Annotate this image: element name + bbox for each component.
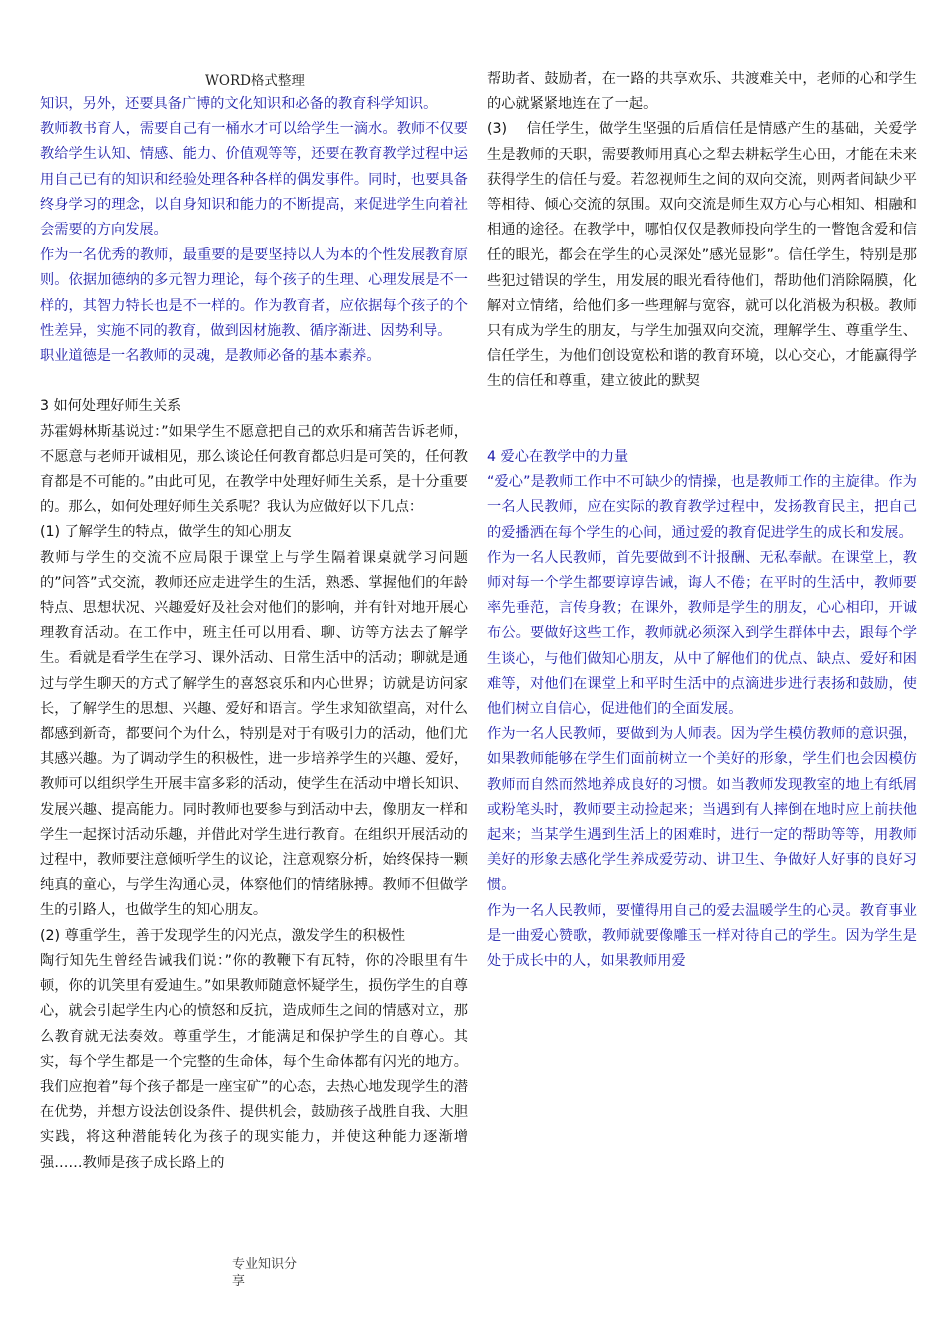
paragraph: 知识，另外，还要具备广博的文化知识和必备的教育科学知识。 [40,96,438,112]
paragraph: 职业道德是一名教师的灵魂，是教师必备的基本素养。 [40,348,381,365]
paragraph: 作为一名优秀的教师，最重要的是要坚持以人为本的个性发展教育原则。依据加德纳的多元智力理论，每个孩子的生理、心理发展是不一样的，其智力特长也是不一样的。作为教育者，应依据每个孩子的个性差异，实施不同的教育，做到因材施教、循序渐进、因势利导。 [40,247,468,339]
blank-line [487,420,917,445]
blank-line [40,369,468,394]
paragraph: 作为一名人民教师，要做到为人师表。因为学生模仿教师的意识强，如果教师能够在学生们面前树立一个美好的形象，学生们也会因模仿教师而自然而然地养成良好的习惯。如当教师发现教室的地上有纸屑或粉笔头时，教师要主动捡起来；当遇到有人摔倒在地时应上前扶他起来；当某学生遇到生活上的困难时，进行一定的帮助等等，用教师美好的形象去感化学生养成爱劳动、讲卫生、争做好人好事的良好习惯。 [487,726,917,894]
paragraph: 教师与学生的交流不应局限于课堂上与学生隔着课桌就学习问题的”问答”式交流，教师还应走进学生的生活，熟悉、掌握他们的年龄特点、思想状况、兴趣爱好及社会对他们的影响，并有针对地开展心理教育活动。在工作中，班主任可以用看、聊、访等方法去了解学生。看就是看学生在学习、课外活动、日常生活中的活动；聊就是通过与学生聊天的方式了解学生的喜怒哀乐和内心世界；访就是访问家长，了解学生的思想、兴趣、爱好和语言。学生求知欲望高，对什么都感到新奇，都要问个为什么，特别是对于有吸引力的活动，他们尤其感兴趣。为了调动学生的积极性，进一步培养学生的兴趣、爱好，教师可以组织学生开展丰富多彩的活动，使学生在活动中增长知识、发展兴趣、提高能力。同时教师也要参与到活动中去，像朋友一样和学生一起探讨活动乐趣，并借此对学生进行教育。在组织开展活动的过程中，教师要注意倾听学生的议论，注意观察分析，始终保持一颗纯真的童心，与学生沟通心灵，体察他们的情绪脉搏。教师不但做学生的引路人，也做学生的知心朋友。 [40,549,468,919]
page-header: WORD格式整理 [205,73,305,89]
blank-line [487,395,917,420]
paragraph: 苏霍姆林斯基说过：”如果学生不愿意把自己的欢乐和痛苦告诉老师，不愿意与老师开诚相见，那么谈论任何教育都总归是可笑的，任何教育都是不可能的。”由此可见，在教学中处理好师生关系，是十分重要的。那么，如何处理好师生关系呢？我认为应做好以下几点： [40,423,468,516]
left-column [40,92,468,1176]
paragraph: 3 如何处理好师生关系 [40,398,182,415]
paragraph: 帮助者、鼓励者，在一路的共享欢乐、共渡难关中，老师的心和学生的心就紧紧地连在了一起。 [487,71,917,113]
paragraph: 4 爱心在教学中的力量 [487,449,629,466]
paragraph: 作为一名人民教师，首先要做到不计报酬、无私奉献。在课堂上，教师对每一个学生都要谆谆告诫，诲人不倦；在平时的生活中，教师要率先垂范，言传身教；在课外，教师是学生的朋友，心心相印，开诚布公。要做好这些工作，教师就必须深入到学生群体中去，跟每个学生谈心，与他们做知心朋友，从中了解他们的优点、缺点、爱好和困难等，对他们在课堂上和平时生活中的点滴进步进行表扬和鼓励，使他们树立自信心，促进他们的全面发展。 [487,549,917,718]
paragraph: (2) 尊重学生，善于发现学生的闪光点，激发学生的积极性 [40,927,406,944]
page-footer: 专业知识分享 [232,1257,298,1289]
paragraph: 教师教书育人，需要自己有一桶水才可以给学生一滴水。教师不仅要教给学生认知、情感、能力、价值观等等，还要在教育教学过程中运用自己已有的知识和经验处理各种各样的偶发事件。同时，也要具备终身学习的理念，以自身知识和能力的不断提高，来促进学生向着社会需要的方向发展。 [40,121,468,239]
paragraph: (1) 了解学生的特点，做学生的知心朋友 [40,524,292,541]
right-column [487,67,917,974]
paragraph: (3) 信任学生，做学生坚强的后盾信任是情感产生的基础，关爱学生是教师的天职，需要教师用真心之犁去耕耘学生心田，才能在未来获得学生的信任与爱。若忽视师生之间的双向交流，则两者间缺少平等相待、倾心交流的氛围。双向交流是师生双方心与心相知、相融和相通的途径。在教学中，哪怕仅仅是教师投向学生的一瞥饱含爱和信任的眼光，都会在学生的心灵深处”感光显影”。信任学生，特别是那些犯过错误的学生，用发展的眼光看待他们，帮助他们消除隔膜，化解对立情绪，给他们多一些理解与宽容，就可以化消极为积极。教师只有成为学生的朋友，与学生加强双向交流，理解学生、尊重学生、信任学生，为他们创设宽松和谐的教育环境，以心交心，才能赢得学生的信任和尊重，建立彼此的默契 [487,121,917,390]
paragraph: 作为一名人民教师，要懂得用自己的爱去温暖学生的心灵。教育事业是一曲爱心赞歌，教师就要像雕玉一样对待自己的学生。因为学生是处于成长中的人，如果教师用爱 [487,902,917,970]
paragraph: 陶行知先生曾经告诫我们说：”你的教鞭下有瓦特，你的冷眼里有牛顿，你的讥笑里有爱迪生。”如果教师随意怀疑学生，损伤学生的自尊心，就会引起学生内心的愤怒和反抗，造成师生之间的情感对立，那么教育就无法奏效。尊重学生，才能满足和保护学生的自尊心。其实，每个学生都是一个完整的生命体，每个生命体都有闪光的地方。我们应抱着”每个孩子都是一座宝矿”的心态，去热心地发现学生的潜在优势，并想方设法创设条件、提供机会，鼓励孩子战胜自我、大胆实践，将这种潜能转化为孩子的现实能力，并使这种能力逐渐增强……教师是孩子成长路上的 [40,952,468,1171]
paragraph: “爱心”是教师工作中不可缺少的情操，也是教师工作的主旋律。作为一名人民教师，应在实际的教育教学过程中，发扬教育民主，把自己的爱播洒在每个学生的心间，通过爱的教育促进学生的成长和发展。 [487,474,917,541]
